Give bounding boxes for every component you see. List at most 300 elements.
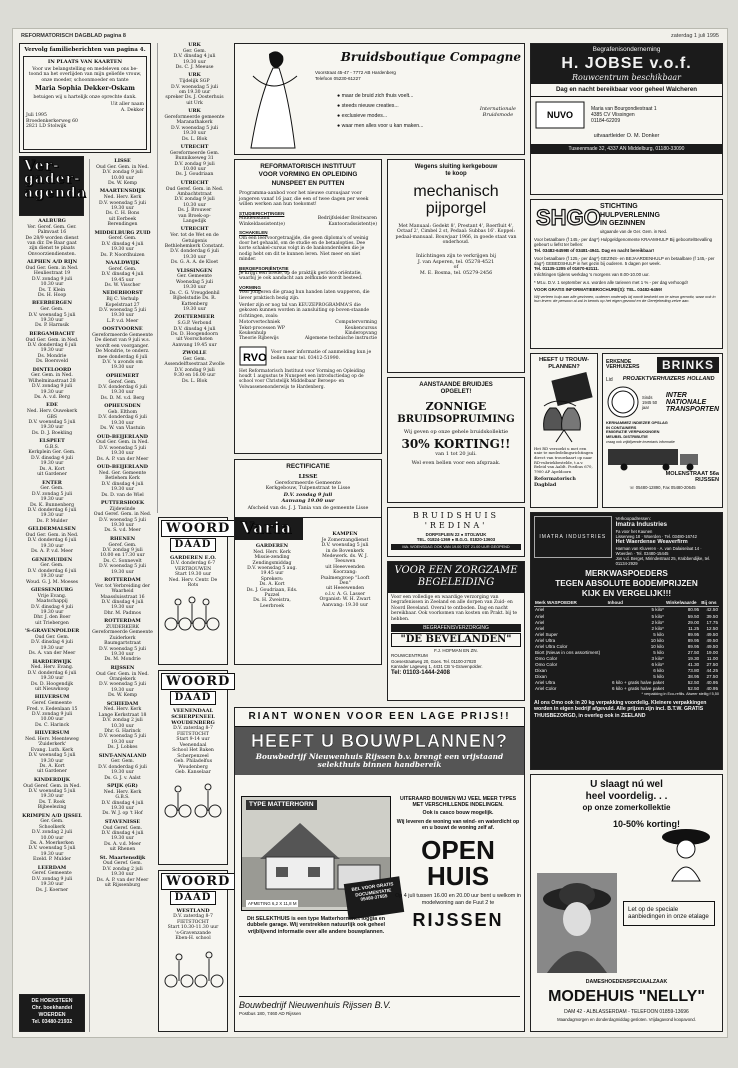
price-table-cell: 59.50: [687, 613, 700, 619]
listing-city: HILVERSUM: [34, 694, 70, 701]
zon-big3: 30% KORTING!!: [401, 436, 511, 451]
listing-details: Ger. Gem. D.V. donderdag 6 juli 19.30 uur Woud. G. J. M. Moeses: [25, 563, 79, 585]
price-table-cell: 41.30: [687, 662, 700, 668]
listing-entry: [92, 619, 153, 663]
price-table-cell: Ariel Super: [535, 631, 558, 637]
listing-entry: [92, 820, 153, 853]
listing-city: AALBURG: [38, 218, 66, 224]
redina-l2: 'REDINA': [424, 520, 488, 530]
price-table-cell: Ariel: [535, 625, 545, 631]
anniversary-badge-icon: [606, 385, 640, 419]
redina-l5: MA. WOENSDAG OOK VAN 19.00 TOT 21.00 UUR GEOPEND: [391, 544, 521, 551]
listing-entry: [92, 465, 153, 498]
listing-details: Oud Geref. Gem. in Ned. D.V. woensdag 5 juli 19.30 uur Ds. T. Rook Bijbeelezing: [23, 783, 81, 811]
shgo-p3: * Mt.u. D.V. 1 september w.s. worden alle tarieven met 1 % - per dag verhoogd!: [534, 280, 688, 285]
nh-type: TYPE MATTERHORN: [246, 800, 317, 810]
listing-details: Ned. Herv. Meenteweg 'Zuiderkerk' Evang. Luth. Kerk D.V. woensdag 5 juli 19.30 uur Ds. A. Kort uit Gardener: [25, 736, 79, 775]
nh-stamp: BEL VOOR GRATIS DOCUMENTATIE 05480-37555: [344, 876, 404, 919]
listing-details: Oud Ger. Gem. D.V. dinsdag 4 juli 19.30 uur Ds. A. van der Meer: [28, 634, 76, 657]
price-table-cell: Ariel Ultra: [535, 680, 556, 686]
nh-r3: Wij leveren de woning van wind- en waterdicht op en u bouwt de woning zelf af.: [396, 818, 520, 831]
shgo-ad: [530, 199, 723, 349]
varia-c1: GARDEREN: [255, 543, 289, 549]
shgo-t4: uitgaande van de Ger. Gem. in Ned.: [600, 229, 668, 234]
listing-details: Oud Ger. Gem. in Ned. D.V. donderdag 6 juli 19.30 uur Ds. A. P. v.d. Meer: [25, 532, 79, 555]
orgel-big1: mechanisch: [413, 183, 499, 201]
price-table-header-cell: Merk WASPOEDER: [534, 600, 607, 607]
listing-entry: [160, 73, 229, 106]
brinks-lid: Lid: [606, 376, 613, 383]
ri-sect-studie: STUDIERICHTINGEN: [239, 210, 285, 216]
nh-open3: Op 4 juli tussen 16.00 en 20.00 uur bent u welkom in modelwoning aan de Fuut 2 te: [395, 893, 521, 906]
listing-entry: [19, 527, 85, 554]
imatra-h2: Imatra Industries: [615, 521, 668, 529]
nh-sub: Bouwbedrijf Nieuwenhuis Rijssen b.v. brengt een vrijstaand selekthuis binnen handbereik: [255, 751, 504, 770]
listing-details: Gereformeerde Gem. Bunnikseweg 31 D.V. zondag 9 juli 10.00 uur Ds. J. Goudriaan: [169, 150, 220, 178]
hoeksteen-text: DE HOEKSTEEN Chr. boekhandel WOERDEN Tel. 03480-21932: [31, 998, 73, 1026]
ri-body: Programma-aanbod voor het nieuwe cursusjaar voor jongeren vanaf 16 jaar, die een of twee dagen per week willen werken aan hun toekomst!: [239, 191, 369, 208]
listing-details: Vrije Evang. Maatschappij D.V. dinsdag 4 juli 19.30 uur Dhr. J. den Boer uit Triebergen: [31, 593, 73, 626]
price-table-cell: 40.95: [706, 680, 718, 686]
price-table-cell: Biort (Nieuw in ons assortiment): [535, 649, 601, 655]
listing-city: ROTTERDAM: [104, 618, 141, 625]
house-photo: [241, 796, 394, 911]
woord1-title: GARDEREN E.O.: [169, 555, 217, 561]
listing-city: URK: [188, 72, 201, 79]
listing-entry: [19, 260, 85, 298]
listing-city: ZOETERMEER: [174, 314, 215, 321]
ri-subtitle: NUNSPEET EN PUTTEN: [271, 180, 345, 188]
zorg-r2: Goesestraatweg 20, Goes. Tel. 01100-27820: [391, 658, 477, 664]
price-table-cell: Ariel: [535, 607, 545, 613]
announcement-body: Voor uw belangstelling en medeleven ons be-toond na het overlijden van mijn geliefde vrouw, onze moeder, schoonmoeder en tante: [28, 66, 142, 83]
rivo-logo-icon: [239, 346, 267, 366]
nh-price: AFMETING 6,2 X 11,8 M: [248, 900, 297, 906]
listing-details: Oud Ger. Gem. in Ned. D.V. zondag 9 juli 10.00 uur Ds. W. Kemp: [96, 164, 149, 186]
listing-entry: [92, 327, 153, 371]
brinks-bottom: MOLENSTRAAT 56a RIJSSEN: [665, 471, 719, 484]
imatra-t1: MERKWASPOEDERS: [585, 568, 668, 578]
price-table-cell: 11.25: [688, 625, 700, 631]
price-table: [534, 600, 719, 692]
listing-details: Ger. Gem. D.V. woensdag 5 juli 19.30 uur Ds. P. Harmsik: [28, 307, 76, 329]
zorg-lic: F.J. HOFMAN EN ZN.: [434, 647, 478, 653]
price-table-cell: 10 kilo: [650, 643, 664, 649]
nelly-big: 10-50% korting!: [612, 818, 681, 829]
ri-footer: Het Reformatorisch Instituut voor Vorming en Opleiding houdt 1 augustus te Nunspeet een introductiedag op de school voor Christelijk Middelbaar Beroeps- en Volwassenenonderwijs te Hardenberg.: [239, 368, 365, 390]
price-table-cell: Dixan: [535, 674, 547, 680]
shgo-p2c: Inlichtingen tijdens werkdag 's morgens van 8.00-10.00 uur.: [534, 271, 650, 277]
shgo-p2b: Tel. 01135-1205 of 01670-62111.: [534, 266, 599, 272]
price-table-cell: Ariel: [535, 613, 545, 619]
listing-details: Geref. Gemeente D.V. zondag 9 juli 19.30 uur Ds. J. Koerner: [31, 871, 73, 893]
pijporgel-ad: [387, 159, 525, 373]
listing-city: OUD-BEIJERLAND: [96, 464, 149, 471]
ri-vorming2: Verder zijn er nog tal van KEUZEPROGRAMMA'S die gekozen kunnen worden in aansluiting op boven-staande richtingen, zoals:: [239, 303, 370, 319]
brinks-flag: HOLLAND: [687, 376, 715, 383]
brinks-svc: KERNAMMEZ INDIEZEE OPSLAG IN CONTAINERS EMIGRATIE VERPAKKINGEN MEUBEL DISTRIBUTIE: [606, 420, 668, 440]
nelly-t1: U slaagt nú wel: [590, 779, 663, 790]
price-table-cell: 27.50: [706, 662, 718, 668]
nh-big: HEEFT U BOUWPLANNEN?: [251, 731, 508, 751]
announcement-date: Juli 1995: [26, 113, 47, 119]
bruidsboutique-ad: [234, 43, 525, 155]
trouw-rd: Reformatorisch Dagblad: [534, 476, 576, 488]
bruids-address: Voorstraat 45-47 - 7772 AB Hardenberg Telefoon 05230-61227: [315, 70, 396, 81]
shgo-p5: Wij verleen hulp aan alle gezinnen, ouderen onderwijs bij wordt bedoeld om te steun gemotiv, waar ook in hun leven: de persoon al zal in kennis op het eigen gezond en de Gerejeheding zelve aan.: [534, 293, 716, 304]
listing-entry: [92, 435, 153, 462]
jobse-ad: [530, 43, 723, 195]
price-table-cell: Omo Color: [535, 662, 558, 668]
listing-city: UTRECHT: [180, 144, 209, 151]
ri-sect-schakel: SCHAKELEN: [239, 230, 268, 236]
listing-city: UTRECHT: [180, 179, 209, 186]
price-table-cell: 38.95: [687, 674, 700, 680]
cyclists-illustration-3: [161, 945, 225, 989]
price-table-cell: 49.50: [706, 643, 718, 649]
listing-details: Ned. Herv. Evang. D.V. donderdag 6 juli 19.30 uur Ds. D. Hoogendijk uit Nieuwkoop: [27, 665, 77, 692]
shgo-logo-icon: [534, 203, 601, 230]
listing-details: Ver. tot de Wet en de Getuigenis Bethlehemkerk Constant. D.V. donderdag 6 juli 19.30 uur Ds. G. A. A. de Kloet: [164, 233, 225, 266]
cyclists-illustration: [161, 592, 225, 632]
orgel-big2: pijporgel: [425, 200, 487, 218]
redina-l3: DORPSPLEIN 22 ● STOLWIJK: [425, 532, 487, 538]
listing-details: Geref. Gem. D.V. donderdag 6 juli 19.30 uur Ds. D. M. v.d. Berg: [98, 379, 147, 401]
rect-sub: LISSE: [298, 473, 318, 480]
listing-entry: [160, 227, 229, 265]
bruids-feature-item: ● waar men alles voor u kan maken...: [337, 122, 424, 129]
listing-details: Ger. Gem. D.V. dinsdag 4 juli 19.30 uur Ds. C. J. Meeuse: [173, 48, 216, 70]
shgo-t2: HULPVERLENING: [600, 211, 660, 219]
ri-keuze-item: Computervorming: [335, 320, 377, 326]
listing-city: ELSPEET: [39, 438, 65, 445]
bruids-brand: Bruidsboutique Compagne: [340, 50, 521, 64]
brinks-tag: PROJEKTVERHUIZERS: [622, 376, 686, 383]
varia-c2: KAMPEN: [332, 531, 358, 537]
listing-entry: [19, 301, 85, 328]
listing-details: S.G.P. Verbond D.V. dinsdag 4 juli Ds. D. Hoogendoorn uit Voorschoten Aanvang 19.45 uur: [170, 321, 219, 348]
price-table-cell: 19.30: [687, 655, 700, 661]
announcement-address: Broedenkerkerweg 60 2821 LD Stolwijk: [26, 118, 78, 130]
listing-entry: [19, 695, 85, 728]
woord2-text: D.V. zaterdag 8-7 FIETSTOCHT Start 9-14 uur Veenendaal School Het Baken Scherpenzeel Geb. Philadelfus Woudenberg Geb. Kanselaar: [172, 726, 214, 775]
woord3-text: D.V. zaterdag 8-7 FIETSTOCHT Start 10.30-11.30 uur 's-Gravenzande Eben-H. school: [167, 914, 219, 941]
ri-beroep: Je krijgt een brede, op de praktijk gerichte oriëntatie, waarbij je ook aandacht aan zelfkunde wordt besteed.: [239, 271, 363, 282]
listing-details: Geb. Elthom D.V. donderdag 6 juli 19.30 uur Ds. W. van Vlastuin: [98, 410, 147, 432]
nh-city: RIJSSEN: [412, 910, 504, 931]
listing-details: Oud Geref. Gem. D.V. dinsdag 4 juli 19.30 uur Ds. A. v.d. Meer uit Rhenen: [101, 825, 144, 853]
redina-l1: BRUIDSHUIS: [412, 511, 500, 520]
listing-entry: [160, 351, 229, 384]
imatra-t2: TEGEN ABSOLUTE BODEMPRIJZEN: [555, 578, 698, 588]
jobse-sub: Rouwcentrum beschikbaar: [571, 72, 681, 82]
listing-city: STAVENISSE: [104, 818, 141, 825]
shgo-t1: STICHTING: [600, 203, 638, 211]
jobse-top: Begrafenisonderneming: [592, 46, 661, 53]
price-table-cell: 11.00: [706, 655, 718, 661]
listing-details: Ger. Gemeente Woensdag 5 juli 19.30 uur Ds. C. G. Vreugdenhil Bijbelstudie Ds. R. Kattenberg 19.30 uur: [169, 274, 220, 312]
hat-photo: [537, 873, 617, 973]
shgo-p4: VOOR GRATIS INFORMATIEBROCHURE(S): TEL. 03482-6459!: [534, 287, 663, 293]
woord-daad-ad-3: [158, 870, 231, 1032]
rect-title: RECTIFICATIE: [286, 463, 330, 470]
shgo-p1: Voor betaalbare (f 145,- per dag*) Hulpgeldgenomente KRAAMHULP Bij geboorte/Bevalling gebeurt u liefst ter bellen:: [534, 237, 713, 248]
listing-details: Oud Ger. Gem. in Ned. D.V. woensdag 5 juli 19.30 uur Ds. A. P. van der Meer: [96, 440, 149, 462]
orgel-l1: Wegens sluiting kerkgebouw: [414, 164, 498, 170]
shgo-t3: IN GEZINNEN: [600, 220, 646, 228]
listing-city: EDE: [46, 402, 58, 409]
listing-details: Geref. Gem. D.V. dinsdag 4 juli 19.30 uur Ds. P. Noordhuizen: [100, 236, 145, 258]
listing-details: Ned. Herv. Kerk D.V. woensdag 5 juli 19.30 uur Ds. C. H. Bons uit Eerbeek Berendingen: [99, 195, 146, 228]
rect-l2: Kerkgebouw, Tulpenstraat te Lisse: [265, 486, 351, 492]
listing-entry: [160, 315, 229, 348]
nelly-pre: DAMESHOEDENSPECIAALZAAK: [585, 979, 668, 985]
listing-city: URK: [188, 108, 201, 115]
price-table-cell: 29.00: [687, 619, 700, 625]
zon-big1: ZONNIGE: [425, 400, 487, 414]
ri-keuze-item: Algemene technische instructie: [304, 336, 377, 342]
listing-details: Oud Geref. Gem. in Ned. Ambachtstraat D.V. zondag 9 juli 10.30 uur Ds. J. Brouwer van Broek-op- Langedijk: [165, 186, 224, 225]
listing-entry: [19, 866, 85, 893]
jobse-bottom: Tuseenmade 32, 4337 AN Middelburg, 01180-33090: [531, 144, 722, 154]
orgel-l2: te koop: [445, 171, 467, 178]
listing-entry: [92, 784, 153, 817]
agenda-title-1: Ver-: [24, 158, 60, 174]
brinks-ball: Sinds 1945 50 jaar: [642, 394, 658, 410]
price-table-cell: Ariel Color: [535, 686, 557, 692]
ri-r2b: Kantooradssistent(e): [328, 221, 377, 227]
imatra-ad: [530, 512, 723, 770]
zorg-name: "DE BEVELANDEN": [391, 633, 521, 647]
listing-entry: [19, 558, 85, 585]
ri-keuze-row: [239, 336, 377, 341]
ri-keuze-item: Keukencursus: [344, 325, 377, 331]
listing-entry: [92, 261, 153, 288]
price-table-cell: 3 kilo*: [651, 655, 664, 661]
listing-city: NEDERHORST: [102, 290, 143, 297]
nh-banner: RIANT WONEN VOOR EEN LAGE PRIJS!!: [235, 708, 524, 727]
listing-details: Ned. Herv. Kerk Lange Kerkstraat 18 D.V. zondag 2 juli 10.30 uur Dhr. G. Harinck D.V. woensdag 5 juli 19.30 uur Ds. J. Lobkes: [98, 707, 147, 751]
price-table-header-cell: Winkelwaarde: [665, 600, 700, 607]
listing-details: Ver. Geref. Gem. Ger. Palmvast 16 De 28/9 worden dienst van dir. De Baar gaat zijn dienst te plaats Onvoorziendiensten.: [25, 224, 79, 257]
listing-city: NAALDWIJK: [105, 260, 140, 267]
imatra-h6: Harman van Kluveren · A. van Dalaiselaat 14 · Woerden · Tel. 03480-15445: [615, 545, 702, 556]
listing-entry: [19, 368, 85, 401]
listing-details: ZUIDERKERK Gereformeerde Gemeente Zuiderkerk Baumgartstraat D.V. woensdag 5 juli 19.30 uur Ds. M. Mondrie: [92, 624, 153, 663]
nh-footer2: Postbus 180, 7460 AD Rijssen: [239, 1010, 302, 1016]
listing-details: Geref. Gem. D.V. dinsdag 4 juli 19.45 uur Ds. W. Visscher: [101, 266, 144, 289]
varia-title: Varia: [241, 518, 293, 537]
listing-entry: [92, 754, 153, 781]
varia-c1-text: Ned. Herv. Kerk Missie-zending Zendingsmiddag D.V. woensdag 5 aug. 19.45 uur Sprekers: Ds. A. Kort Ds. J. Goudriaan, Eds. Puzzel Ds. H. Zweistra, Leerbroek: [246, 549, 298, 609]
listing-details: Geref. Gem. D.V. zondag 9 juli 10.00 en 17.30 uur Ds. C. Sonnevelt D.V. woensdag 5 juli 19.30 uur: [99, 542, 146, 575]
price-table-cell: 12.50: [706, 625, 718, 631]
zorg-t1: VOOR EEN ZORGZAME: [394, 565, 518, 576]
listing-details: Ger. Gem. in Ned. Wilhelminastraat 28 D.V. zondag 9 juli 19.30 uur Ds. A. v.d. Berg: [28, 373, 76, 401]
price-table-cell: 10 kilo: [650, 637, 664, 643]
listing-city: St. Maartensdijk: [99, 854, 146, 861]
price-table-cell: 89.95: [687, 643, 700, 649]
listing-city: GIESSENBURG: [31, 586, 73, 593]
daad-label: DAAD: [170, 538, 217, 552]
bruids-feature-item: ● steeds nieuwe creaties...: [337, 102, 399, 109]
nh-open1: OPEN: [421, 835, 495, 866]
shgo-p2: Voor betaalbare (f 125,- per dag*) GEZINS- en BEJAARDENHULP en betaalbare (f 145,- per dag*) GEBEDSHULP in het gezin bij ouderen. 5 dagen per week.: [534, 255, 715, 267]
announcement-heading: IN PLAATS VAN KAARTEN: [47, 58, 123, 65]
woman-hat-illustration-icon: [654, 823, 716, 883]
listing-details: Oud Ger. Gem. in Ned. Heuliestraat 19 D.V. zondag 9 juli 10.30 uur Ds. T. Klein Ds. H. Hoop: [25, 266, 79, 299]
listing-city: RHENEN: [109, 535, 136, 542]
listing-city: MAARTENSDIJK: [99, 188, 146, 195]
rect-l1: Gereformeerde Gemeente: [274, 480, 342, 487]
price-table-cell: 2 kilo*: [651, 619, 664, 625]
listing-city: RIJSSEN: [110, 664, 135, 671]
nh-open2: HUIS: [426, 861, 490, 892]
listing-entry: [92, 666, 153, 699]
zon-l1: AANSTAANDE BRUIDJES: [419, 382, 493, 388]
cyclists-illustration-2: [161, 779, 225, 819]
listing-details: Ned. Herv. Ouwekerk GBS D.V. woensdag 5 juli 19.30 uur Ds. D. J. Boekling: [26, 409, 78, 436]
listing-city: MIDDELBURG ZUID: [94, 229, 151, 236]
daad-label-3: DAAD: [170, 891, 217, 905]
jobse-name: H. JOBSE v.o.f.: [561, 54, 692, 72]
hat-model-photo-icon: [537, 873, 617, 973]
price-table-cell: 73.80: [687, 668, 700, 674]
ri-keuze-item: Motorvertechniek: [239, 320, 280, 326]
imatra-h7: Jos v.d. Berget, Mirindestraat 25, Krabbendijke, tel. 01134-2929: [615, 555, 711, 566]
listing-entry: [92, 374, 153, 401]
listing-city: OOSTVOORNE: [102, 326, 143, 333]
trouwplannen-ad: [530, 353, 598, 508]
price-table-cell: 39.50: [706, 613, 718, 619]
listing-city: SPIJK (GR): [107, 783, 138, 790]
listing-city: LEERDAM: [37, 864, 67, 871]
orgel-info: Inlichtingen zijn te verkrijgen bij J. van Asperen, tel. 05278-4521 of M. E. Bosma, tel. 05279-2456: [415, 253, 497, 277]
ri-keuze-item: Theorie Rijbewijs: [239, 336, 279, 342]
svg-text:NUVO: NUVO: [546, 109, 574, 120]
newspaper-page: [12, 28, 728, 1038]
listing-city: HILVERSUM: [34, 730, 70, 737]
price-table-cell: Dixan: [535, 668, 547, 674]
imatra-note: * verpakking in Eco-refills. Alweer stellig f 5,50: [641, 692, 719, 697]
listing-entry: [19, 731, 85, 775]
listing-entry: [19, 219, 85, 257]
jobse-addr: Maria van Bourgondiestraat 1 4385 CV Vlissingen 01184-62209: [591, 105, 657, 124]
price-table-cell: 17.75: [706, 619, 718, 625]
listing-details: Tijdelijk SGP D.V. woensdag 5 juli om 19.30 uur spreker Ds. J. Oosterhuis uit Urk: [165, 79, 224, 106]
varia-c2-text: Je Zomerzangdienst D.V. woensdag 5 juli in de Bovenkerk Medewerk. ds. W. J. Teeuwen uit Heeeveenden Koorzang: Psalmengroep "Looft Den" uit Heeewenden o.l.v. A. G. Lasser Organist: W. H. Zwart Aanvang: 19.30 uur: [319, 537, 371, 608]
ri-r2a: Winkeldassistent(e): [239, 221, 285, 227]
listing-city: 'S-GRAVENPOLDER: [24, 628, 80, 635]
listing-entry: [19, 629, 85, 656]
price-table-cell: 44.25: [706, 668, 718, 674]
listing-details: Ned. Herv. Kerk G.B.S. D.V. dinsdag 4 juli 19.30 uur Ds. W. J. op 't Hof: [101, 789, 144, 817]
agenda-list-1: [19, 219, 85, 989]
price-table-header-cell: Bij ons: [700, 600, 719, 607]
zorg-r3: Kanrader Lageweg 1, 4431 CB 's-Gravenpolder.: [391, 663, 483, 669]
listing-city: ENTER: [42, 479, 62, 486]
listing-entry: [92, 501, 153, 534]
nh-left: Dit SELEKTHUIS is een type Matterhorn met loggia en dubbele garage. Wij verstrekken natuurlijk ook geheel vrijblijvend informatie over alle andere bouwplannen.: [246, 916, 386, 935]
bevelanden-ad: [387, 561, 525, 701]
ri-vorming: Voor jongeren die graag hun handen laten wapperen, die liever praktisch bezig zijn.: [239, 290, 370, 301]
listing-details: Gereformeerde gemeente Maranathakerk D.V. woensdag 5 juli 19.30 uur Ds. L. Blok: [164, 115, 225, 142]
brinks-tel: ☏ 05480-12890, Fax 05480-20645: [629, 484, 696, 490]
trouw-small: Het RD verzoekt u met een unie te mededelingsrichtingen direct van trouwkaart op naar RD-rubriekbestelde, t.a.v. Beleid van Aaldt. Postbus 670, 7900 AP Apeldoorn: [534, 445, 593, 474]
listing-entry: [92, 856, 153, 889]
woord1-text: D.V. donderdag 6-7 VERTROUWEN Start 19.30 uur Ned. Herv. Centr. De Rots: [168, 561, 218, 588]
ri-sect-vorming: VORMING: [239, 284, 261, 290]
price-table-cell: 49.50: [706, 637, 718, 643]
listing-details: Gereformeerde Gemeente De dienst van 9 juli w.s. wordt een voorganger. De Mondrie, te onderz. mee donderdag 6 juli D.V. 's avonds om 19.30 uur: [92, 333, 153, 371]
listing-entry: [92, 578, 153, 616]
ri-keuze-table: [239, 320, 377, 342]
listing-details: Ger. Gem. Assendelftsestraat Zwolle D.V. zondag 9 juli 9.30 en 16.00 uur Ds. L. Blok: [164, 356, 225, 384]
price-table-cell: 80.95: [687, 607, 700, 613]
announcement-thanks: betuigen wij u hartelijk onze oprechte dank.: [33, 94, 137, 100]
listing-entry: [92, 537, 153, 575]
bruids-features: [337, 92, 423, 132]
listing-details: Oud Ger. Gem. in Ned. D.V. donderdag 6 juli 19.30 uur Ds. Mondrie Ds. Boersveld: [25, 337, 79, 365]
listing-entry: [92, 702, 153, 751]
price-table-cell: Ariel Ultra Color: [535, 643, 568, 649]
ri-sect-beroep: BEROEPSORIËNTATIE: [239, 265, 289, 271]
page-header-left: REFORMATORISCH DAGBLAD pagina 8: [21, 33, 126, 39]
listing-entry: [92, 231, 153, 258]
brinks-logo2: BRINKS: [657, 357, 719, 373]
listing-city: HARDERWIJK: [32, 658, 72, 665]
family-announcement: [19, 43, 151, 153]
listing-city: UTRECHT: [180, 226, 209, 233]
price-table-cell: 5 kilo: [653, 631, 664, 637]
listing-entry: [160, 269, 229, 313]
listing-entry: [19, 439, 85, 477]
listing-entry: [19, 660, 85, 693]
announcement-title: Vervolg familieberichten van pagina 4.: [24, 47, 146, 53]
listing-city: OUD-BEIJERLAND: [96, 433, 149, 440]
woord3-title: WESTLAND: [176, 908, 210, 914]
ri-title: REFORMATORISCH INSTITUUT VOOR VORMING EN OPLEIDING: [258, 163, 358, 178]
nh-r2: Ook is casco bouw mogelijk.: [422, 810, 494, 817]
jobse-line: Dag en nacht bereikbaar voor geheel Walcheren: [531, 84, 722, 96]
price-table-cell: 52.50: [687, 686, 700, 692]
family-name: A. Dekker: [120, 107, 144, 113]
price-table-header-cell: Inhoud: [607, 600, 665, 607]
listing-details: Zijdewinde Oud Geref. Gem. in Ned. D.V. woensdag 5 juli 19.30 uur Ds. S. v.d. Meer: [93, 506, 152, 534]
agenda-title-block: [19, 156, 87, 216]
price-table-cell: 5 kilo: [653, 649, 664, 655]
price-table-cell: 89.95: [687, 631, 700, 637]
listing-city: URK: [188, 42, 201, 48]
agenda-title-3: agenda: [24, 184, 87, 201]
ri-keuze-item: Keukenhulp: [239, 331, 267, 337]
shgo-p1b: Tel. 03482-6459B of 03481-4941. Dag en nacht bereikbaar!: [534, 247, 654, 253]
ri-schakel: Om een leervoorgetraajjde, die geen diploma's of weinig door het gehaald, om de studie en de betaalopties. Dee korte schakel-cursus volgt in de bankonderdelen die je nodig hebt om dit te kunnen leren. Niet meer en niet minder.: [239, 235, 369, 263]
moving-truck-icon: [606, 446, 716, 472]
listing-details: Ger. Gem. D.V. zondag 5 juli 19.30 uur Ds. K. Bunnenberg D.V. donderdag 6 juli 19.30 uur Ds. P. Mulder: [27, 486, 77, 524]
brinks-ad: [602, 353, 723, 508]
nh-footer: Bouwbedrijf Nieuwenhuis Rijssen B.V.: [239, 1000, 391, 1010]
nelly-side: Let op de speciale aanbiedingen in onze etalage: [623, 901, 715, 926]
woord-daad-ad-1: [158, 517, 231, 665]
listing-entry: [92, 159, 153, 186]
listing-details: Geref. Gemeente Fred. v. Eedenlaan 15 D.V. zondag 9 juli 10.00 uur Ds. C. Harinck: [26, 701, 78, 728]
rect-l5: Afscheid van ds. J. J. Tania van de gemeente Lisse: [247, 506, 369, 512]
nelly-t2: heel voordelig. . .: [585, 791, 668, 802]
brinks-inter: INTER NATIONALE TRANSPORTEN: [665, 391, 719, 413]
woord-label-3: WOORD: [161, 873, 235, 890]
listing-entry: [19, 481, 85, 525]
